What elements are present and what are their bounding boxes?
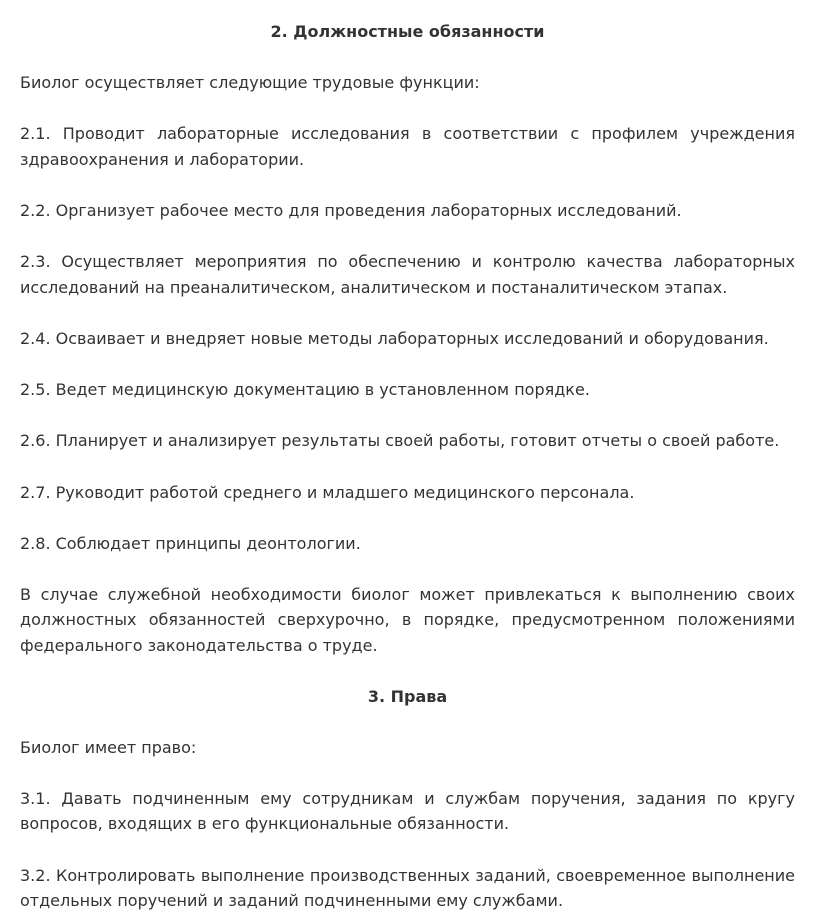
section-3-title: 3. Права [367,686,448,706]
section-2-item-5: 2.5. Ведет медицинскую документацию в установленном порядке. [20,380,590,400]
section-3-intro: Биолог имеет право: [20,737,197,757]
section-2-item-2: 2.2. Организует рабочее место для проведения лабораторных исследований. [20,200,682,220]
section-2-note: В случае служебной необходимости биолог может привлекаться к выполнению своих должностных обязанностей сверхурочно, в порядке, предусмотренном положениями федерального законодательства о труде. [20,584,795,656]
section-2-intro: Биолог осуществляет следующие трудовые функции: [20,73,480,92]
section-2-item-1: 2.1. Проводит лабораторные исследования в соответствии с профилем учреждения здравоохранения и лаборатории. [20,124,795,169]
section-3-item-2: 3.2. Контролировать выполнение производственных заданий, своевременное выполнение отдельных поручений и заданий подчиненными ему службами. [20,865,795,911]
section-2-item-4: 2.4. Осваивает и внедряет новые методы лабораторных исследований и оборудования. [20,328,769,348]
section-2-item-6: 2.6. Планирует и анализирует результаты своей работы, готовит отчеты о своей работе. [20,431,780,451]
section-2-item-8: 2.8. Соблюдает принципы деонтологии. [20,533,361,553]
section-2-title: 2. Должностные обязанности [270,22,545,41]
section-2-item-7: 2.7. Руководит работой среднего и младшего медицинского персонала. [20,482,635,502]
section-2-item-3: 2.3. Осуществляет мероприятия по обеспечению и контролю качества лабораторных исследований на преаналитическом, аналитическом и постаналитическом этапах. [20,252,795,297]
section-3-item-1: 3.1. Давать подчиненным ему сотрудникам и службам поручения, задания по кругу вопросов, входящих в его функциональные обязанности. [20,788,795,834]
